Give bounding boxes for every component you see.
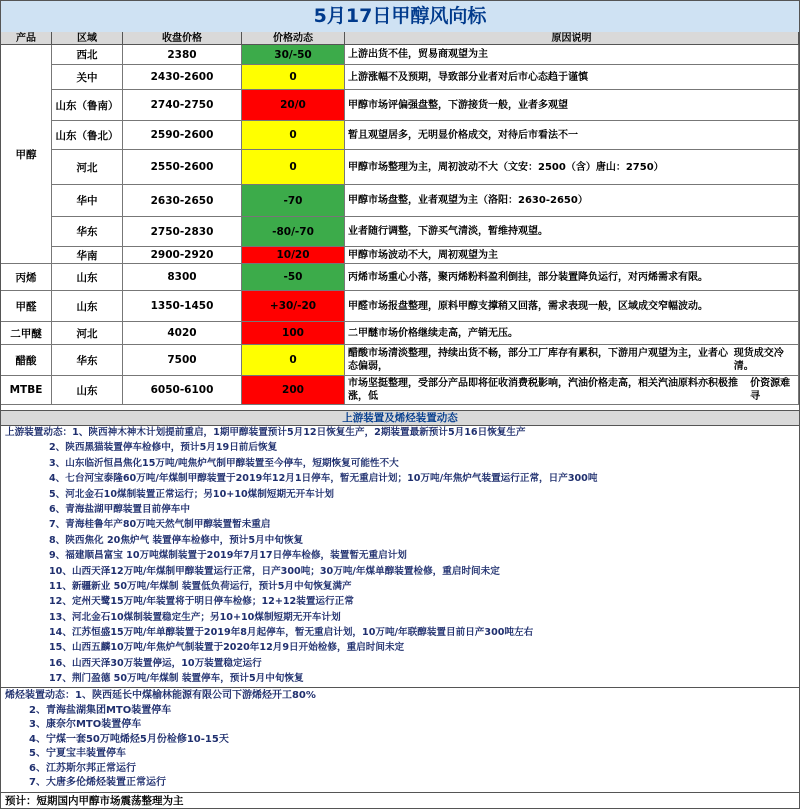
list-item: 6、青海盐湖甲醇装置目前停车中 <box>49 503 190 515</box>
change-cell: 100 <box>242 322 345 345</box>
list-item: 3、山东临沂恒昌焦化15万吨/吨焦炉气制甲醇装置至今停车，短期恢复可能性不大 <box>49 457 399 469</box>
header-region: 区域 <box>52 32 123 45</box>
list-item: 4、宁煤一套50万吨烯烃5月份检修10-15天 <box>29 733 229 745</box>
divider <box>1 687 799 688</box>
reason-cell-line: （文安：2500（含）唐山：2750） <box>498 161 664 173</box>
change-cell: 0 <box>242 65 345 90</box>
price-cell: 2430-2600 <box>123 65 242 90</box>
region-cell: 河北 <box>52 322 123 345</box>
list-item: 17、荆门盈德 50万吨/年煤制 装置停车，预计5月中旬恢复 <box>49 673 304 685</box>
price-cell: 2380 <box>123 45 242 65</box>
change-cell: 200 <box>242 376 345 405</box>
reason-cell <box>345 90 799 121</box>
product-cell: 甲醛 <box>1 291 52 322</box>
reason-cell <box>345 121 799 150</box>
reason-cell <box>345 264 799 291</box>
change-cell: 0 <box>242 345 345 376</box>
reason-cell <box>345 247 799 264</box>
price-cell: 4020 <box>123 322 242 345</box>
product-cell: MTBE <box>1 376 52 405</box>
region-cell: 华南 <box>52 247 123 264</box>
region-cell: 山东 <box>52 376 123 405</box>
change-cell: -70 <box>242 185 345 217</box>
list-item: 烯烃装置动态：1、陕西延长中煤榆林能源有限公司下游烯烃开工80% <box>5 690 316 701</box>
list-item: 7、青海桂鲁年产80万吨天然气制甲醇装置暂未重启 <box>49 519 271 531</box>
price-cell: 2740-2750 <box>123 90 242 121</box>
reason-cell-line: 甲醇市场盘整，业者观望为主 <box>348 195 478 206</box>
list-item: 13、河北金石10煤制装置稳定生产；另10+10煤制短期无开车计划 <box>49 611 341 623</box>
list-item: 16、山西天泽30万装置停运，10万装置稳定运行 <box>49 657 262 669</box>
price-cell: 2750-2830 <box>123 217 242 247</box>
price-cell: 1350-1450 <box>123 291 242 322</box>
list-item: 上游装置动态：1、陕西神木神木计划提前重启，1期甲醇装置预计5月12日恢复生产，2期装置最新预计5月16日恢复生产 <box>5 427 526 438</box>
page-title: 5月17日甲醇风向标 <box>1 1 799 33</box>
reason-cell <box>345 345 799 376</box>
header-price: 收盘价格 <box>123 32 242 45</box>
price-cell: 7500 <box>123 345 242 376</box>
list-item: 6、江苏斯尔邦正常运行 <box>29 762 136 774</box>
price-cell: 2590-2600 <box>123 121 242 150</box>
change-cell: 30/-50 <box>242 45 345 65</box>
reason-cell-line: 暂且观望居多，无明显价格成交，对待后市看法不一 <box>348 129 578 141</box>
list-item: 2、青海盐湖集团MTO装置停车 <box>29 704 172 716</box>
price-cell: 6050-6100 <box>123 376 242 405</box>
upstream-list <box>1 425 799 687</box>
region-cell: 关中 <box>52 65 123 90</box>
list-item: 15、山西五麟10万吨/年焦炉气制装置于2020年12月9日开始检修，重启时间未定 <box>49 642 405 654</box>
list-item: 2、陕西黑猫装置停车检修中，预计5月19日前后恢复 <box>49 442 278 454</box>
reason-cell <box>345 185 799 217</box>
reason-cell-line: 甲醛市场报盘整理，原料甲醇支撑稍又回落，需求表现一般，区域成交窄幅波动。 <box>348 300 708 312</box>
header-reason: 原因说明 <box>345 32 799 45</box>
reason-cell-line: 上游出货不佳，贸易商观望为主 <box>348 49 488 60</box>
reason-cell-line: 市场坚挺整理，受部分产品即将征收消费税影响，汽油价格走高，相关汽油原料亦积极推涨，低 <box>348 378 738 402</box>
list-item: 4、七台河宝泰隆60万吨/年煤制甲醇装置于2019年12月1日停车，暂无重启计划；10万吨/年焦炉气装置运行正常，日产300吨 <box>49 473 598 485</box>
reason-cell <box>345 150 799 185</box>
reason-cell <box>345 45 799 65</box>
price-cell: 2630-2650 <box>123 185 242 217</box>
reason-cell <box>345 217 799 247</box>
reason-cell-line: 丙烯市场重心小落，聚丙烯粉料盈利倒挂，部分装置降负运行，对丙烯需求有限。 <box>348 271 708 283</box>
reason-cell-line: （洛阳：2630-2650） <box>478 195 588 206</box>
reason-cell-line: 甲醇市场波动不大，周初观望为主 <box>348 249 498 261</box>
list-item: 7、大唐多伦烯烃装置正常运行 <box>29 777 166 788</box>
change-cell: -50 <box>242 264 345 291</box>
reason-cell-line: 价资源难寻 <box>750 378 791 402</box>
reason-cell-line: 醋酸市场清淡整理，持续出货不畅，部分工厂库存有累积，下游用户观望为主，业者心态偏弱， <box>348 348 728 372</box>
region-cell: 华中 <box>52 185 123 217</box>
price-cell: 2550-2600 <box>123 150 242 185</box>
price-cell: 8300 <box>123 264 242 291</box>
reason-cell <box>345 322 799 345</box>
list-item: 14、江苏恒盛15万吨/年单醇装置于2019年8月起停车，暂无重启计划，10万吨/年联醇装置目前日产300吨左右 <box>49 627 534 639</box>
list-item: 11、新疆新业 50万吨/年煤制 装置低负荷运行，预计5月中旬恢复满产 <box>49 580 352 592</box>
list-item: 12、定州天鹭15万吨/年装置将于明日停车检修；12+12装置运行正常 <box>49 596 354 608</box>
region-cell: 西北 <box>52 45 123 65</box>
change-cell: +30/-20 <box>242 291 345 322</box>
reason-cell-line: 二甲醚市场价格继续走高，产销无压。 <box>348 327 518 339</box>
change-cell: 0 <box>242 121 345 150</box>
change-cell: 20/0 <box>242 90 345 121</box>
forecast: 预计：短期国内甲醇市场震荡整理为主 <box>1 792 799 809</box>
region-cell: 华东 <box>52 345 123 376</box>
product-cell: 醋酸 <box>1 345 52 376</box>
region-cell: 山东（鲁北） <box>52 121 123 150</box>
reason-cell <box>345 65 799 90</box>
list-item: 9、福建顺昌富宝 10万吨煤制装置于2019年7月17日停车检修，装置暂无重启计划 <box>49 550 407 562</box>
list-item: 5、河北金石10煤制装置正常运行；另10+10煤制短期无开车计划 <box>49 488 335 500</box>
product-cell: 甲醇 <box>1 45 52 264</box>
header-product: 产品 <box>1 32 52 45</box>
reason-cell-line: 上游涨幅不及预期，导致部分业者对后市心态趋于谨慎 <box>348 71 588 83</box>
section-title: 上游装置及烯烃装置动态 <box>1 410 799 426</box>
reason-cell-line: 甲醇市场评偏强盘整，下游接货一般，业者多观望 <box>348 99 568 111</box>
change-cell: 0 <box>242 150 345 185</box>
list-item: 8、陕西焦化 20焦炉气 装置停车检修中，预计5月中旬恢复 <box>49 534 304 546</box>
reason-cell-line: 业者随行调整，下游买气清淡，暂维持观望。 <box>348 226 548 237</box>
region-cell: 山东（鲁南） <box>52 90 123 121</box>
product-cell: 二甲醚 <box>1 322 52 345</box>
price-cell: 2900-2920 <box>123 247 242 264</box>
region-cell: 华东 <box>52 217 123 247</box>
region-cell: 河北 <box>52 150 123 185</box>
reason-cell <box>345 376 799 405</box>
olefin-list <box>1 689 799 791</box>
region-cell: 山东 <box>52 291 123 322</box>
change-cell: -80/-70 <box>242 217 345 247</box>
reason-cell <box>345 291 799 322</box>
list-item: 3、康奈尔MTO装置停车 <box>29 719 142 730</box>
region-cell: 山东 <box>52 264 123 291</box>
list-item: 10、山西天泽12万吨/年煤制甲醇装置运行正常，日产300吨；30万吨/年煤单醇装置检修，重启时间未定 <box>49 565 500 577</box>
list-item: 5、宁夏宝丰装置停车 <box>29 748 126 759</box>
reason-cell-line: 甲醇市场整理为主，周初波动不大 <box>348 161 498 173</box>
header-change: 价格动态 <box>242 32 345 45</box>
reason-cell-line: 现货成交冷清。 <box>733 348 784 372</box>
product-cell: 丙烯 <box>1 264 52 291</box>
change-cell: 10/20 <box>242 247 345 264</box>
